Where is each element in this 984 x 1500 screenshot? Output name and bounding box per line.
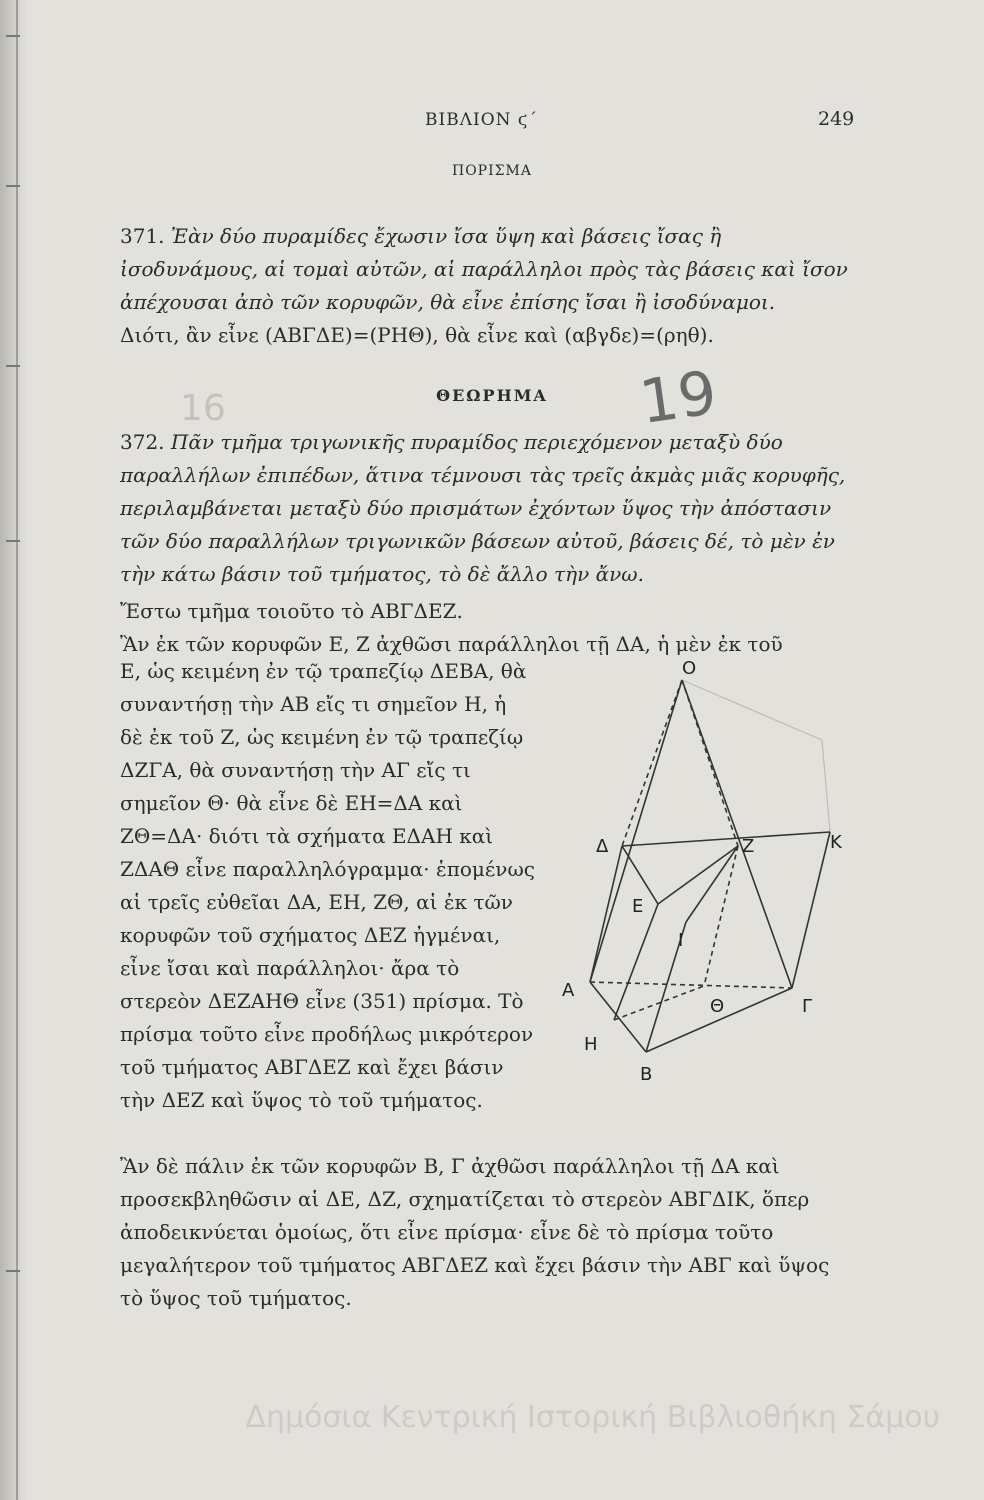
faint-edge xyxy=(682,680,822,740)
label-B: B xyxy=(640,1064,653,1085)
paragraph-number: 371. xyxy=(120,224,165,248)
label-Gamma: Γ xyxy=(802,996,813,1017)
label-E: E xyxy=(632,896,644,917)
spine-stitch-mark xyxy=(6,365,20,367)
paragraph-text: Πᾶν τμῆμα τριγωνικῆς πυραμίδος περιεχόμενον μεταξὺ δύο παραλλήλων ἐπιπέδων, ἅτινα τέμνουσι τὰς τρεῖς ἀκμὰς μιᾶς κορυφῆς, περιλαμβάνεται μεταξὺ δύο πρισμάτων ἐχόντων ὕψος τὴν ἀπόστασιν τῶν δύο παραλλήλων τριγωνικῶν βάσεων αὐτοῦ, βάσεις δέ, τὸ μὲν ἐν τὴν κάτω βάσιν τοῦ τμήματος, τὸ δὲ ἄλλο τὴν ἄνω. xyxy=(120,430,846,586)
paragraph-371 xyxy=(120,220,850,319)
spine-stitch-mark xyxy=(6,1270,20,1272)
proof-371: Διότι, ἂν εἶνε (ΑΒΓΔΕ)=(ΡΗΘ), θὰ εἶνε καὶ (αβγδε)=(ρηθ). xyxy=(120,323,714,347)
edge-OGamma xyxy=(682,680,792,988)
label-Z: Z xyxy=(742,836,755,857)
faint-handwritten-note: 16 xyxy=(180,388,226,429)
edge-KGamma xyxy=(792,832,830,988)
library-watermark: Δημόσια Κεντρική Ιστορική Βιβλιοθήκη Σάμου xyxy=(245,1400,940,1435)
edge-OA xyxy=(590,680,682,982)
theorem-heading: ΘΕΩΡΗΜΑ xyxy=(436,386,548,405)
label-A: A xyxy=(562,980,575,1001)
running-head: ΒΙΒΛΙΟΝ ϛ΄ xyxy=(425,110,538,130)
edge-EH xyxy=(614,904,658,1020)
edge-DeltaA xyxy=(590,846,622,982)
spine-binding-line xyxy=(16,0,18,1500)
geometry-figure xyxy=(560,660,860,1100)
spine-stitch-mark xyxy=(6,35,20,37)
edge-ZI xyxy=(686,846,738,922)
label-K: K xyxy=(830,832,842,853)
proof-text-continued: Ἂν δὲ πάλιν ἐκ τῶν κορυφῶν Β, Γ ἀχθῶσι παράλληλοι τῇ ΔΑ καὶ προσεκβληθῶσιν αἱ ΔΕ, ΔΖ, σχηματίζεται τὸ στερεὸν ΑΒΓΔΙΚ, ὅπερ ἀποδεικνύεται ὁμοίως, ὅτι εἶνε πρίσμα· εἶνε δὲ τὸ πρίσμα τοῦτο μεγαλήτερον τοῦ τμήματος ΑΒΓΔΕΖ καὶ ἔχει βάσιν τὴν ΑΒΓ καὶ ὕψος τὸ ὕψος τοῦ τμήματος. xyxy=(120,1154,830,1310)
paragraph-number: 372. xyxy=(120,430,165,454)
edge-AB xyxy=(590,982,646,1052)
label-Theta: Θ xyxy=(710,996,725,1017)
edge-DeltaK xyxy=(622,832,830,846)
spine-stitch-mark xyxy=(6,185,20,187)
page-number: 249 xyxy=(818,108,855,130)
paragraph-372 xyxy=(120,426,850,591)
handwritten-number: 19 xyxy=(635,358,721,438)
faint-edge xyxy=(822,740,830,832)
label-Delta: Δ xyxy=(596,836,609,857)
book-spine xyxy=(0,0,28,1500)
edge-EZ xyxy=(658,846,738,904)
corollary-heading: ΠΟΡΙΣΜΑ xyxy=(452,163,532,179)
paragraph-text: Ἐὰν δύο πυραμίδες ἔχωσιν ἴσα ὕψη καὶ βάσεις ἴσας ἢ ἰσοδυνάμους, αἱ τομαὶ αὐτῶν, αἱ παράλληλοι πρὸς τὰς βάσεις καὶ ἴσον ἀπέχουσαι ἀπὸ τῶν κορυφῶν, θὰ εἶνε ἐπίσης ἴσαι ἢ ἰσοδύναμοι. xyxy=(120,224,848,314)
label-H: H xyxy=(584,1034,598,1055)
dashed-edge-HTheta xyxy=(614,986,704,1020)
dashed-edge-AGamma xyxy=(590,982,792,988)
dashed-edge-ODelta xyxy=(622,680,682,846)
page-header xyxy=(0,110,984,140)
label-O: Ο xyxy=(682,660,697,679)
proof-line-esto: Ἔστω τμῆμα τοιοῦτο τὸ ΑΒΓΔΕΖ. xyxy=(120,599,463,623)
proof-text-beside-figure: Ε, ὡς κειμένη ἐν τῷ τραπεζίῳ ΔΕΒΑ, θὰ συναντήσῃ τὴν ΑΒ εἴς τι σημεῖον Η, ἡ δὲ ἐκ τοῦ Ζ, ὡς κειμένη ἐν τῷ τραπεζίῳ ΔΖΓΑ, θὰ συναντήσῃ τὴν ΑΓ εἴς τι σημεῖον Θ· θὰ εἶνε δὲ ΕΗ=ΔΑ καὶ ΖΘ=ΔΑ· διότι τὰ σχήματα ΕΔΑΗ καὶ ΖΔΑΘ εἶνε παραλληλόγραμμα· ἑπομένως αἱ τρεῖς εὐθεῖαι ΔΑ, ΕΗ, ΖΘ, αἱ ἐκ τῶν κορυφῶν τοῦ σχήματος ΔΕΖ ἠγμέναι, εἶνε ἴσαι καὶ παράλληλοι· ἄρα τὸ στερεὸν ΔΕΖΑΗΘ εἶνε (351) πρίσμα. Τὸ πρίσμα τοῦτο εἶνε προδήλως μικρότερον τοῦ τμήματος ΑΒΓΔΕΖ καὶ ἔχει βάσιν τὴν ΔΕΖ καὶ ὕψος τὸ τοῦ τμήματος. xyxy=(120,659,535,1112)
spine-stitch-mark xyxy=(6,540,20,542)
label-I: I xyxy=(678,930,684,951)
proof-line-an: Ἂν ἐκ τῶν κορυφῶν Ε, Ζ ἀχθῶσι παράλληλοι τῇ ΔΑ, ἡ μὲν ἐκ τοῦ xyxy=(120,632,783,656)
